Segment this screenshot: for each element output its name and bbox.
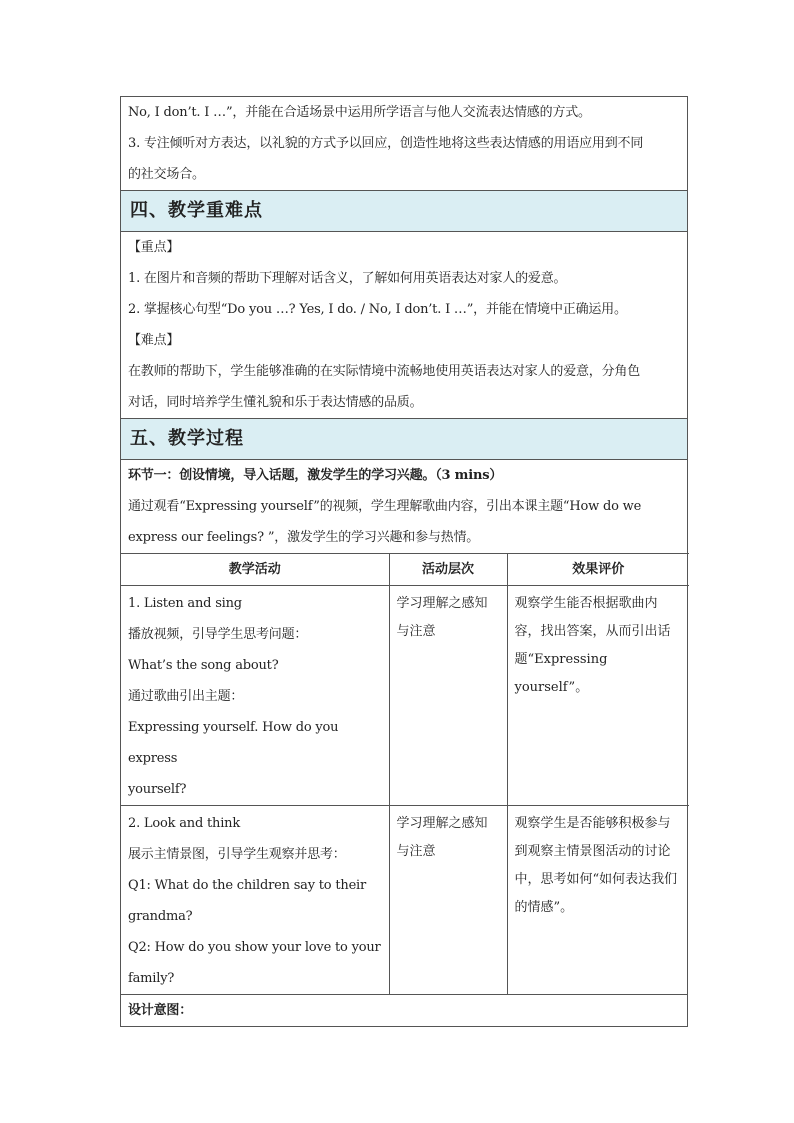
table-row [121, 806, 689, 995]
activity-table [121, 553, 689, 994]
objectives-continuation [121, 97, 687, 190]
design-intent [121, 994, 687, 1026]
evaluation-text: 观察学生能否根据歌曲内容，找出答案，从而引出话题“Expressing yourself”。 [514, 596, 671, 695]
activity-line: yourself? [128, 782, 187, 797]
key-point-item: 1. 在图片和音频的帮助下理解对话含义，了解如何用英语表达对家人的爱意。 [128, 271, 567, 286]
evaluation-cell [507, 586, 689, 806]
evaluation-cell [507, 806, 689, 995]
table-row [121, 586, 689, 806]
level-text: 学习理解之感知与注意 [396, 596, 488, 639]
activity-line: Expressing yourself. How do you express [128, 720, 339, 766]
activity-line: 播放视频，引导学生思考问题： [128, 627, 308, 642]
activity-line: 展示主情景图，引导学生观察并思考： [128, 847, 346, 862]
activity-line: What’s the song about? [128, 658, 279, 673]
activity-line: Q1: What do the children say to their [128, 878, 367, 893]
activity-line: 1. Listen and sing [128, 596, 242, 611]
design-intent-label: 设计意图： [128, 1003, 193, 1018]
difficulty-line: 对话，同时培养学生懂礼貌和乐于表达情感的品质。 [128, 395, 423, 410]
activity-line: 2. Look and think [128, 816, 241, 831]
activity-line: Q2: How do you show your love to your [128, 940, 381, 955]
difficulty-line: 在教师的帮助下，学生能够准确的在实际情境中流畅地使用英语表达对家人的爱意，分角色 [128, 364, 641, 379]
stage-description-line: 通过观看“Expressing yourself”的视频，学生理解歌曲内容，引出本课主题“How do we [128, 499, 642, 514]
text-line: 3. 专注倾听对方表达，以礼貌的方式予以回应，创造性地将这些表达情感的用语应用到不同 [128, 136, 644, 151]
activity-line: family? [128, 971, 175, 986]
key-points-label: 【重点】 [128, 240, 180, 255]
activity-cell [121, 586, 389, 806]
section-heading-process: 五、教学过程 [121, 418, 687, 459]
text-line: No, I don’t. I …”，并能在合适场景中运用所学语言与他人交流表达情感的方式。 [128, 105, 591, 120]
column-header: 效果评价 [507, 554, 689, 586]
lesson-plan-sheet [120, 96, 688, 1027]
text-line: 的社交场合。 [128, 167, 205, 182]
table-header-row [121, 554, 689, 586]
level-cell [389, 586, 507, 806]
evaluation-text: 观察学生是否能够积极参与到观察主情景图活动的讨论中，思考如何“如何表达我们的情感”。 [514, 816, 678, 915]
stage-one-intro [121, 459, 687, 553]
level-text: 学习理解之感知与注意 [396, 816, 488, 859]
stage-description-line: express our feelings? ”，激发学生的学习兴趣和参与热情。 [128, 530, 480, 545]
activity-line: 通过歌曲引出主题： [128, 689, 244, 704]
level-cell [389, 806, 507, 995]
column-header: 教学活动 [228, 562, 281, 577]
column-header: 活动层次 [389, 554, 507, 586]
key-difficult-points [121, 231, 687, 418]
difficulty-label: 【难点】 [128, 333, 180, 348]
section-heading-key-points: 四、教学重难点 [121, 190, 687, 231]
activity-cell [121, 806, 389, 995]
stage-title: 环节一：创设情境，导入话题，激发学生的学习兴趣。（3 mins） [128, 468, 503, 483]
key-point-item: 2. 掌握核心句型“Do you …? Yes, I do. / No, I don’t. I …”，并能在情境中正确运用。 [128, 302, 627, 317]
activity-line: grandma? [128, 909, 193, 924]
